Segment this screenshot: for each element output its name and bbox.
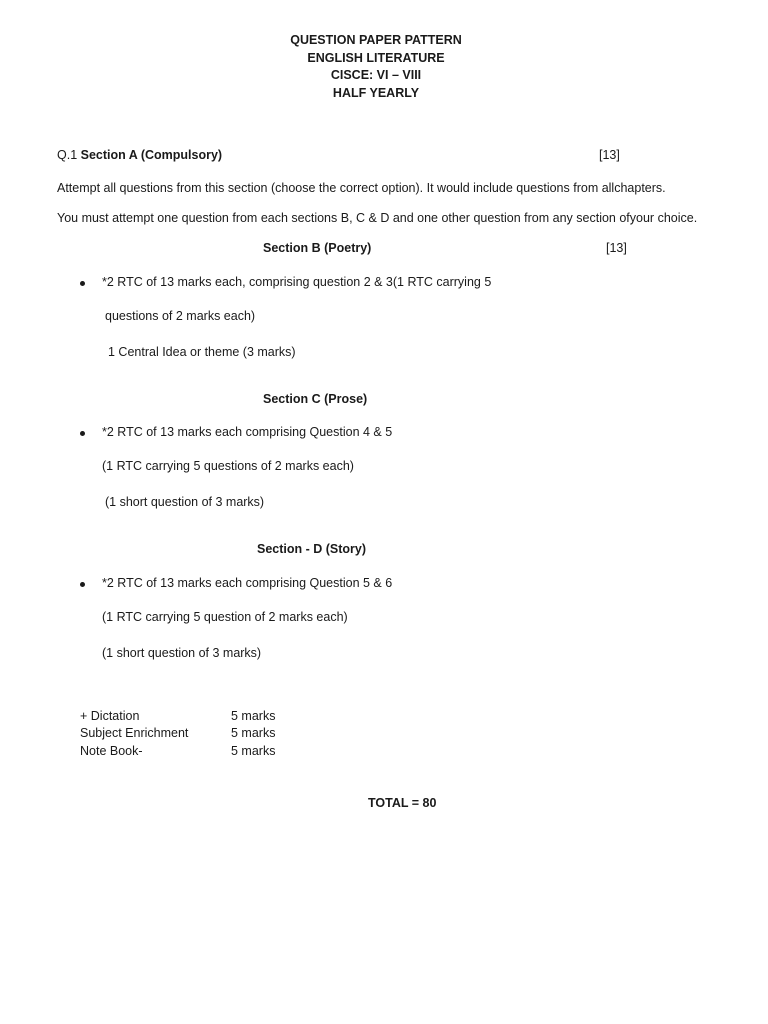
header-title: QUESTION PAPER PATTERN xyxy=(290,33,462,47)
extras-marks: 5 marks xyxy=(231,709,276,723)
question-number: Q.1 xyxy=(57,148,78,162)
section-a-title: Section A (Compulsory) xyxy=(80,148,223,162)
section-a-marks: [13] xyxy=(599,148,620,162)
section-d-title: Section - D (Story) xyxy=(257,542,367,556)
bullet-icon xyxy=(80,281,85,286)
section-d-line-2: (1 RTC carrying 5 question of 2 marks each) xyxy=(102,610,348,624)
extras-marks: 5 marks xyxy=(231,744,276,758)
section-b-bullet: *2 RTC of 13 marks each, comprising question 2 & 3(1 RTC carrying 5 xyxy=(102,275,492,289)
extras-label: + Dictation xyxy=(80,709,140,723)
section-a-instruction-1: Attempt all questions from this section (choose the correct option). It would include questions from allchapters. xyxy=(57,181,666,195)
header-term: HALF YEARLY xyxy=(332,85,420,100)
section-d-line-3: (1 short question of 3 marks) xyxy=(102,646,262,660)
section-d-bullet: *2 RTC of 13 marks each comprising Question 5 & 6 xyxy=(102,576,393,590)
total-marks: TOTAL = 80 xyxy=(368,796,437,810)
section-a-instruction-2: You must attempt one question from each sections B, C & D and one other question from any section ofyour choice. xyxy=(57,211,698,225)
bullet-icon xyxy=(80,431,85,436)
extras-label: Note Book- xyxy=(80,744,143,758)
header-board: CISCE: VI – VIII xyxy=(330,68,422,82)
section-b-line-2: questions of 2 marks each) xyxy=(105,309,256,323)
section-c-line-2: (1 RTC carrying 5 questions of 2 marks each) xyxy=(102,459,354,473)
bullet-icon xyxy=(80,582,85,587)
section-c-title: Section C (Prose) xyxy=(263,392,368,406)
extras-marks: 5 marks xyxy=(231,726,276,740)
section-a-heading xyxy=(57,147,222,164)
document-header xyxy=(0,32,752,102)
section-b-marks: [13] xyxy=(606,241,627,255)
section-c-line-3: (1 short question of 3 marks) xyxy=(105,495,265,509)
section-b-title: Section B (Poetry) xyxy=(263,241,372,255)
section-c-bullet: *2 RTC of 13 marks each comprising Question 4 & 5 xyxy=(102,425,393,439)
header-subject: ENGLISH LITERATURE xyxy=(307,50,445,65)
section-b-line-3: 1 Central Idea or theme (3 marks) xyxy=(108,345,296,359)
extras-label: Subject Enrichment xyxy=(80,726,189,740)
